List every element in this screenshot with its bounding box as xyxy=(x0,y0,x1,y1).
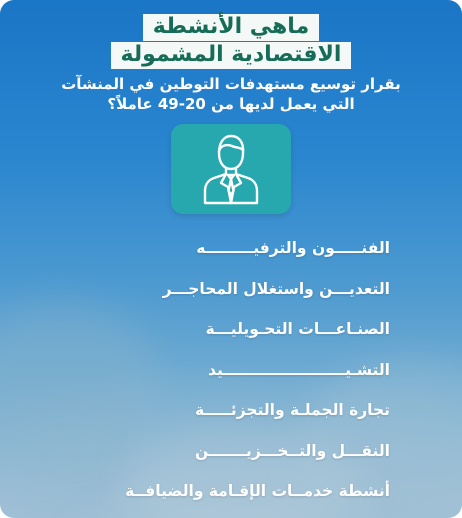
activity-item: الصنـاعـــات التحـويليـــة xyxy=(205,320,390,338)
activity-item: النقـــل والتــخـــزيـــــــن xyxy=(195,441,390,460)
businessman-icon-tile xyxy=(171,124,291,214)
activity-item: تجارة الجملـة والتجزئـــــة xyxy=(194,401,390,419)
activity-item: التشـيـــــــــــــــــــــــيد xyxy=(208,360,390,379)
businessman-icon xyxy=(197,131,265,207)
activity-item: التعديـــن واستغلال المحاجـــر xyxy=(162,279,390,298)
subtitle-line-2: التي يعمل لديها من 20-49 عاملاً؟ xyxy=(107,95,355,113)
subtitle xyxy=(20,74,442,114)
subtitle-line-1: بقرار توسيع مستهدفات التوطين في المنشآت xyxy=(61,75,401,93)
activity-item: أنشطة خدمــات الإقـامة والضيافــة xyxy=(125,482,390,500)
title-line-2: الاقتصادية المشمولة xyxy=(111,42,352,69)
activity-item: الفنـــــون والترفيـــــــــه xyxy=(196,239,390,257)
title-line-1: ماهي الأنشطة xyxy=(143,14,319,41)
title xyxy=(0,14,462,69)
activities-list xyxy=(70,236,390,518)
